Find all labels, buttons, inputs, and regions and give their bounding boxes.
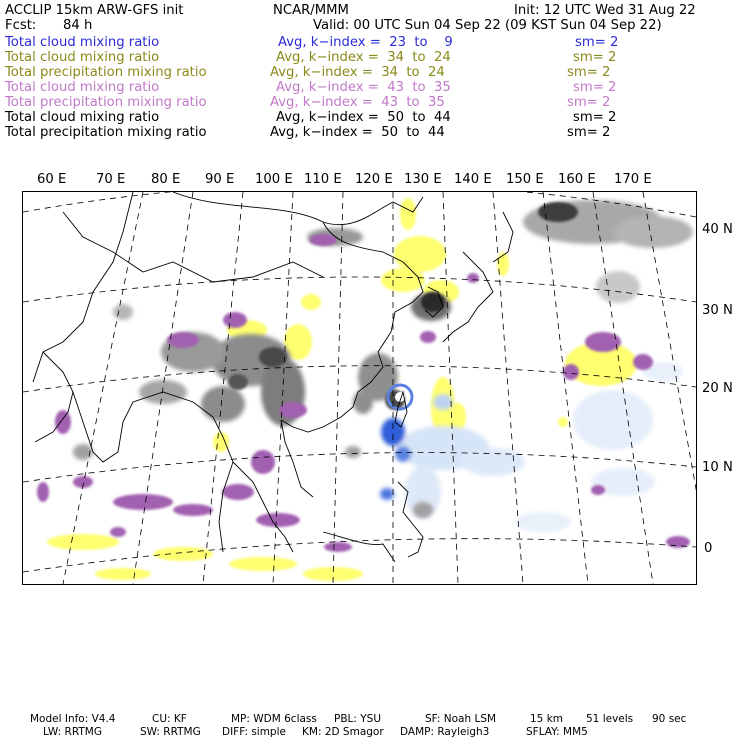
legend-smoothing: sm= 2	[567, 95, 611, 110]
legend-smoothing: sm= 2	[575, 35, 619, 50]
diffusion-scheme: DIFF: simple	[222, 726, 286, 738]
longitude-label: 120 E	[355, 172, 393, 187]
model-title: ACCLIP 15km ARW-GFS init	[5, 3, 184, 18]
cumulus-scheme: CU: KF	[152, 713, 187, 725]
longitude-label: 140 E	[454, 172, 492, 187]
graticule	[23, 192, 696, 584]
legend-label: Total precipitation mixing ratio	[5, 95, 207, 110]
legend-range: Avg, k−index = 23 to 9	[278, 35, 453, 50]
vertical-levels: 51 levels	[586, 713, 634, 725]
legend-smoothing: sm= 2	[567, 125, 611, 140]
latitude-label: 10 N	[702, 460, 733, 475]
legend-label: Total cloud mixing ratio	[5, 110, 160, 125]
legend-label: Total cloud mixing ratio	[5, 35, 160, 50]
latitude-label: 0	[704, 541, 713, 556]
legend-range: Avg, k−index = 50 to 44	[276, 110, 451, 125]
legend-label: Total cloud mixing ratio	[5, 50, 160, 65]
longitude-label: 100 E	[255, 172, 293, 187]
longwave-scheme: LW: RRTMG	[43, 726, 102, 738]
forecast-map	[22, 191, 697, 585]
pbl-scheme: PBL: YSU	[334, 713, 382, 725]
forecast-hour: 84 h	[63, 18, 93, 33]
longitude-label: 90 E	[205, 172, 235, 187]
longitude-label: 80 E	[151, 172, 181, 187]
legend-smoothing: sm= 2	[573, 80, 617, 95]
legend-range: Avg, k−index = 50 to 44	[270, 125, 445, 140]
legend-range: Avg, k−index = 43 to 35	[276, 80, 451, 95]
forecast-label: Fcst:	[5, 18, 37, 33]
surface-layer-scheme: SFLAY: MM5	[526, 726, 588, 738]
legend-label: Total precipitation mixing ratio	[5, 65, 207, 80]
longitude-label: 130 E	[404, 172, 442, 187]
legend-smoothing: sm= 2	[573, 110, 617, 125]
longitude-label: 70 E	[96, 172, 126, 187]
legend-range: Avg, k−index = 34 to 24	[276, 50, 451, 65]
longitude-label: 150 E	[506, 172, 544, 187]
longitude-label: 60 E	[37, 172, 67, 187]
microphysics-scheme: MP: WDM 6class	[231, 713, 317, 725]
surface-scheme: SF: Noah LSM	[425, 713, 497, 725]
legend-range: Avg, k−index = 43 to 35	[270, 95, 445, 110]
init-time: Init: 12 UTC Wed 31 Aug 22	[514, 3, 696, 18]
longitude-label: 160 E	[558, 172, 596, 187]
legend-label: Total precipitation mixing ratio	[5, 125, 207, 140]
eddy-scheme: KM: 2D Smagor	[302, 726, 384, 738]
latitude-label: 20 N	[702, 381, 733, 396]
resolution: 15 km	[530, 713, 564, 725]
latitude-label: 30 N	[702, 303, 733, 318]
longitude-label: 110 E	[304, 172, 342, 187]
longitude-label: 170 E	[614, 172, 652, 187]
legend-range: Avg, k−index = 34 to 24	[270, 65, 445, 80]
latitude-label: 40 N	[702, 222, 733, 237]
legend-smoothing: sm= 2	[573, 50, 617, 65]
map-canvas	[23, 192, 696, 584]
model-version: Model Info: V4.4	[30, 713, 116, 725]
timestep: 90 sec	[652, 713, 687, 725]
damping-scheme: DAMP: Rayleigh3	[400, 726, 490, 738]
shortwave-scheme: SW: RRTMG	[140, 726, 201, 738]
center-name: NCAR/MMM	[273, 3, 349, 18]
legend-label: Total cloud mixing ratio	[5, 80, 160, 95]
legend-smoothing: sm= 2	[567, 65, 611, 80]
valid-time: Valid: 00 UTC Sun 04 Sep 22 (09 KST Sun 04 Sep 22)	[313, 18, 662, 33]
